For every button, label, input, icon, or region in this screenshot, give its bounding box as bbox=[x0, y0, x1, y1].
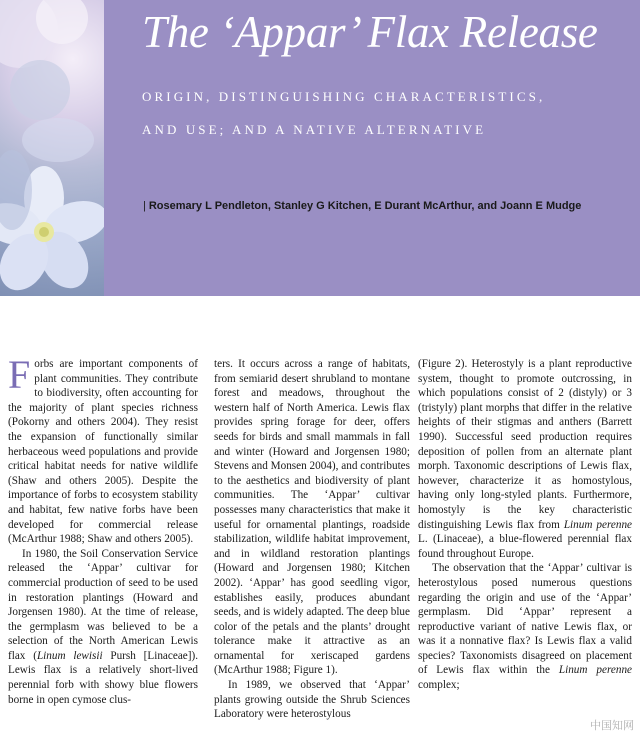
author-separator: | bbox=[143, 200, 146, 212]
blue-flax-flower-photo bbox=[0, 0, 104, 296]
article-subtitle-line1: ORIGIN, DISTINGUISHING CHARACTERISTICS, bbox=[142, 89, 546, 104]
paragraph: ters. It occurs across a range of habitats, from semiarid desert shrubland to montane forest and meadows, throughout the western half of North America. Lewis flax provides spring forage for deer, offers seeds for birds and small mammals in fall and winter (Howard and Jorgensen 1980; Stevens and Monsen 2004), and contributes to the aesthetics and biodiversity of plant communities. The ‘Appar’ cultivar possesses many characteristics that make it useful for ornamental plantings, roadside stabilization, wildlife habitat improvement, and in wildland restoration plantings (Howard and Jorgensen 1980; Kitchen 2002). ‘Appar’ has good seedling vigor, establishes easily, produces abundant seeds, and is widely adapted. The deep blue color of the petals and the plants’ drought tolerance make it attractive as an ornamental for xeriscaped gardens (McArthur 1988; Figure 1). bbox=[214, 358, 410, 677]
paragraph-text: Pursh [Linaceae]). Lewis flax is a relatively short-lived perennial forb with showy blue flowers borne in open cymose clus- bbox=[8, 649, 199, 706]
author-line bbox=[143, 200, 581, 212]
header-banner bbox=[0, 0, 640, 296]
text-column-1 bbox=[8, 352, 199, 707]
paragraph-text: In 1980, the Soil Conservation Service released the ‘Appar’ cultivar for commercial production of seed to be used in restoration plantings (Howard and Jorgensen 1980). At the time of release, the germplasm was believed to be a selection of the North American Lewis flax ( bbox=[8, 547, 198, 662]
article-subtitle-line2: AND USE; AND A NATIVE ALTERNATIVE bbox=[142, 122, 487, 137]
paragraph-text: complex; bbox=[418, 679, 460, 692]
paragraph-text: L. (Linaceae), a blue-flowered perennial flax found throughout Europe. bbox=[418, 533, 632, 560]
paragraph-text: orbs are important components of plant communities. They contribute to biodiversity, often accounting for the majority of plant species richness (Pokorny and others 2004). They resist the expansion of functionally similar herbaceous weed populations and provide critical habitat needs for native wildlife (Shaw and others 2005). Despite the importance of forbs to ecosystem stability and habitat, few native forbs have been developed for commercial release (McArthur 1988; Shaw and others 2005). bbox=[8, 358, 198, 546]
paragraph bbox=[8, 547, 198, 708]
species-name: Linum lewisii bbox=[36, 649, 103, 662]
paragraph-text: (Figure 2). Heterostyly is a plant reproductive system, thought to promote outcrossing, in which populations consist of 2 (distyly) or 3 (tristyly) plant morphs that differ in the relative heights of their stigmas and anthers (Barrett 1990). Successful seed production requires deposition of pollen from an alternate plant morph. Taxonomic descriptions of Lewis flax, however, characterize it as homostylous, having only long-styled plants. Furthermore, homostyly is the key characteristic distinguishing Lewis flax from bbox=[418, 358, 632, 531]
species-name: Linum perenne bbox=[558, 664, 632, 677]
paragraph bbox=[8, 352, 198, 547]
flower-illustration-icon bbox=[0, 0, 104, 296]
paragraph bbox=[418, 357, 632, 561]
paragraph-text: The observation that the ‘Appar’ cultivar is heterostylous posed numerous questions regarding the origin and use of the ‘Appar’ germplasm. Did ‘Appar’ represent a reproductive variant of native Lewis flax, or was it a nonnative flax? Is Lewis flax a valid species? Taxonomists disagreed on placement of Lewis flax within the bbox=[418, 562, 632, 677]
watermark: 中国知网 bbox=[590, 720, 634, 732]
text-column-2 bbox=[214, 357, 410, 722]
text-column-3 bbox=[418, 357, 632, 693]
paragraph: In 1989, we observed that ‘Appar’ plants growing outside the Shrub Sciences Laboratory were heterostylous bbox=[214, 679, 410, 721]
species-name: Linum perenne bbox=[563, 518, 633, 531]
article-title: The ‘Appar’ Flax Release bbox=[142, 7, 598, 57]
paragraph bbox=[418, 561, 632, 692]
author-names: Rosemary L Pendleton, Stanley G Kitchen, E Durant McArthur, and Joann E Mudge bbox=[148, 200, 582, 212]
article-body bbox=[0, 352, 640, 737]
drop-cap: F bbox=[8, 352, 31, 397]
